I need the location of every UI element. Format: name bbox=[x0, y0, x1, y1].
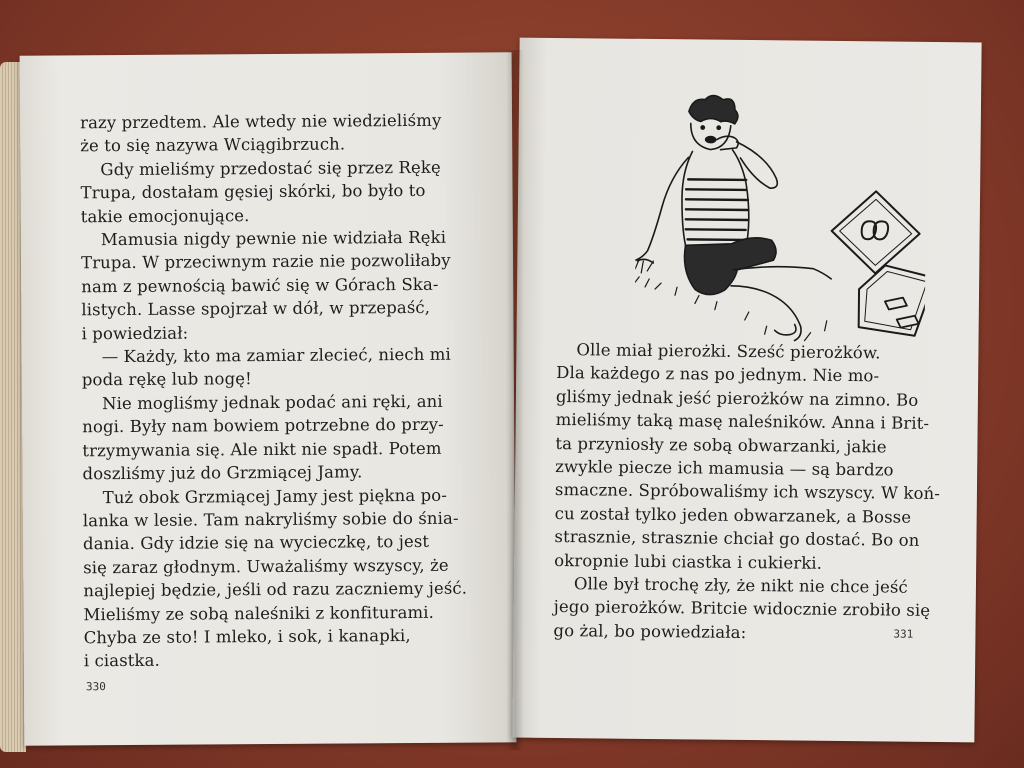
text-line: Trupa, dostałam gęsiej skórki, bo było to bbox=[80, 181, 426, 203]
left-page-number: 330 bbox=[85, 680, 106, 694]
left-page-text bbox=[80, 108, 504, 673]
text-line: się zaraz głodnym. Uważaliśmy wszyscy, że bbox=[83, 555, 449, 578]
text-line: smaczne. Spróbowaliśmy ich wszyscy. W koń- bbox=[554, 480, 941, 504]
boy-eating-picnic-illustration bbox=[634, 89, 927, 362]
text-line: Olle był trochę zły, że nikt nie chce jeść bbox=[573, 574, 908, 597]
text-line: Gdy mieliśmy przedostać się przez Rękę bbox=[100, 157, 441, 179]
text-line: trzymywania się. Ale nikt nie spadł. Potem bbox=[82, 438, 442, 460]
text-line: i ciastka. bbox=[83, 651, 160, 671]
right-page-text bbox=[553, 338, 956, 646]
text-line: — Każdy, kto ma zamiar zlecieć, niech mi bbox=[101, 344, 451, 367]
text-line: okropnie lubi ciastka i cukierki. bbox=[554, 550, 823, 573]
text-line: poda rękę lub nogę! bbox=[81, 369, 252, 390]
left-page bbox=[20, 52, 517, 745]
book-spine bbox=[506, 50, 524, 750]
text-line: Trupa. W przeciwnym razie nie pozwoliłaby bbox=[80, 251, 451, 273]
text-line: cu został tylko jeden obwarzanek, a Bosse bbox=[554, 503, 912, 527]
text-line: lanka w lesie. Tam nakryliśmy sobie do śnia- bbox=[82, 508, 459, 531]
text-line: Mamusia nigdy pewnie nie widziała Ręki bbox=[100, 227, 447, 250]
text-line: ta przyniosły ze sobą obwarzanki, jakie bbox=[555, 433, 887, 457]
text-line: zwykle piecze ich mamusia — są bardzo bbox=[555, 457, 894, 480]
text-line: doszliśmy już do Grzmiącej Jamy. bbox=[82, 462, 363, 484]
text-line: Olle miał pierożki. Sześć pierożków. bbox=[576, 340, 881, 363]
text-line: gliśmy jednak jeść pierożków na zimno. Bo bbox=[555, 386, 919, 410]
text-line: jego pierożków. Britcie widocznie zrobiło się bbox=[553, 597, 931, 621]
right-page bbox=[512, 38, 981, 743]
open-book bbox=[0, 50, 990, 750]
text-line: strasznie, strasznie chciał go dostać. Bo on bbox=[554, 527, 920, 551]
text-line: nam z pewnością bawić się w Górach Ska- bbox=[81, 274, 439, 297]
text-line: mieliśmy taką masę naleśników. Anna i Brit- bbox=[555, 410, 930, 434]
right-page-number: 331 bbox=[893, 627, 914, 641]
text-line: że to się nazywa Wciągibrzuch. bbox=[80, 134, 346, 156]
text-line: Dla każdego z nas po jednym. Nie mo- bbox=[556, 363, 880, 386]
text-line: najlepiej będzie, jeśli od razu zaczniemy jeść. bbox=[83, 578, 468, 601]
text-line: Chyba ze sto! I mleko, i sok, i kanapki, bbox=[83, 625, 411, 648]
text-line: nogi. Były nam bowiem potrzebne do przy- bbox=[82, 415, 444, 437]
text-line: dania. Gdy idzie się na wycieczkę, to jest bbox=[82, 532, 430, 554]
text-line: i powiedział: bbox=[81, 323, 189, 343]
text-line: Mieliśmy ze sobą naleśniki z konfiturami. bbox=[83, 602, 435, 624]
text-line: razy przedtem. Ale wtedy nie wiedzieliśmy bbox=[80, 110, 442, 133]
text-line: listych. Lasse spojrzał w dół, w przepaść, bbox=[81, 298, 431, 320]
text-line: Tuż obok Grzmiącej Jamy jest piękna po- bbox=[102, 485, 448, 507]
text-line: go żal, bo powiedziała: bbox=[553, 620, 747, 642]
text-line: Nie mogliśmy jednak podać ani ręki, ani bbox=[101, 391, 443, 414]
text-line: takie emocjonujące. bbox=[80, 205, 250, 226]
